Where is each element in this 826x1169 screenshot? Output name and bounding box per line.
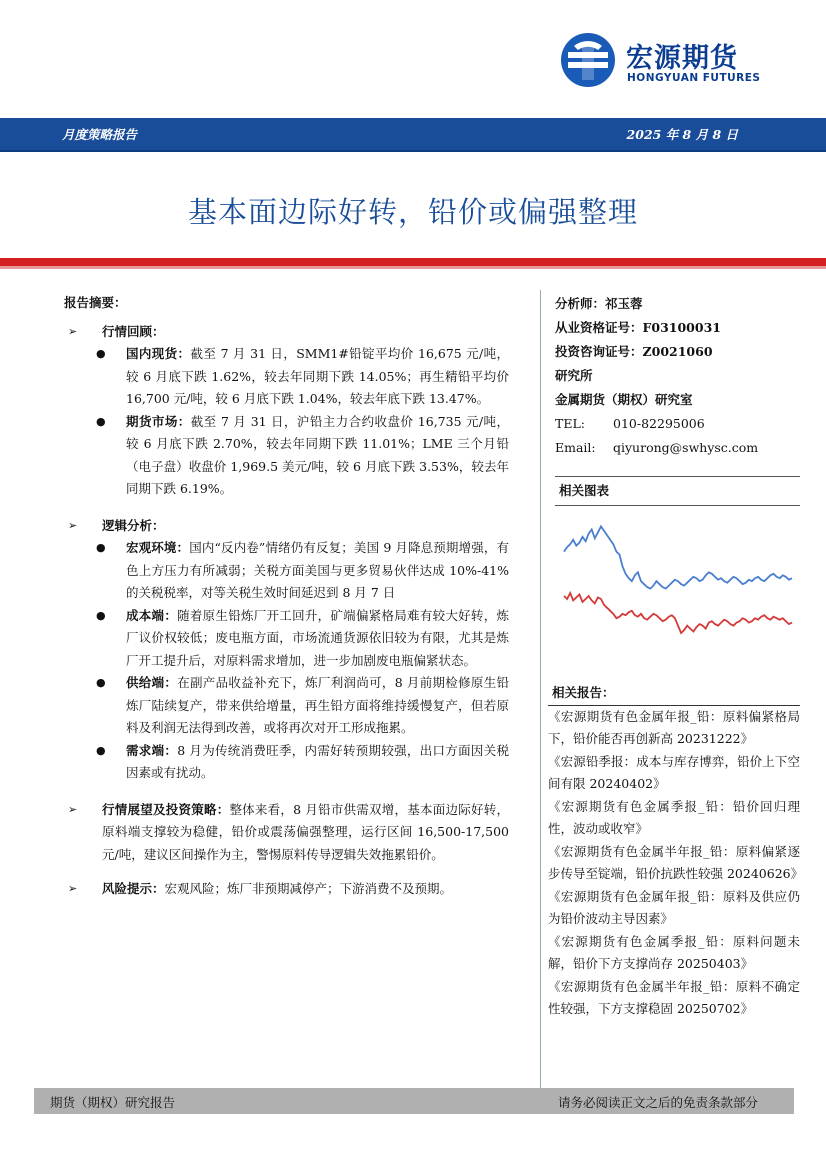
dot-bullet-icon: ● (96, 676, 106, 689)
summary-column (64, 292, 509, 901)
section-risk (64, 878, 509, 901)
report-type: 月度策略报告 (62, 127, 138, 142)
cert-label: 从业资格证号： (555, 320, 643, 335)
dot-bullet-icon: ● (96, 414, 106, 428)
footer-left: 期货（期权）研究报告 (50, 1095, 176, 1110)
footer-bar (34, 1088, 794, 1114)
company-logo (560, 30, 760, 90)
arrow-bullet-icon: ➢ (68, 802, 78, 816)
report-date: 2025 年 8 月 8 日 (626, 127, 738, 142)
email-value[interactable]: qiyurong@swhysc.com (613, 440, 759, 455)
related-reports (548, 682, 804, 1021)
list-item (64, 740, 509, 785)
related-report-link[interactable]: 《宏源铅季报：成本与库存博弈，铅价上下空间有限 20240402》 (548, 753, 800, 791)
dot-bullet-icon: ● (96, 541, 106, 554)
logo-name-en: HONGYUAN FUTURES (627, 72, 761, 84)
series-line-1 (564, 593, 792, 633)
logo-name-cn: 宏源期货 (626, 43, 738, 74)
list-item (64, 672, 509, 740)
item-label: 成本端： (126, 607, 178, 623)
series-line-0 (564, 526, 792, 588)
arrow-bullet-icon: ➢ (68, 518, 78, 532)
analyst-info (555, 292, 800, 506)
header-bar (0, 118, 826, 152)
section-title: 风险提示： (102, 881, 165, 896)
arrow-bullet-icon: ➢ (68, 324, 78, 338)
related-report-link[interactable]: 《宏源期货有色金属季报_铅：原料问题未解，铅价下方支撑尚存 20250403》 (548, 933, 800, 971)
item-label: 需求端： (126, 742, 178, 758)
title-divider-light (0, 266, 826, 269)
section-logic (64, 515, 509, 538)
list-item (64, 537, 509, 605)
related-reports-title: 相关报告： (548, 682, 800, 706)
dot-bullet-icon: ● (96, 347, 106, 360)
list-item (64, 343, 509, 411)
section-review (64, 321, 509, 344)
item-text: 在副产品收益补充下，炼厂利润尚可，8 月前期检修原生铅炼厂陆续复产，带来供给增量，再生铅方面将维持缓慢复产，但若原料及利润无法得到改善，或将再次对开工形成拖累。 (126, 675, 509, 735)
dot-bullet-icon: ● (96, 743, 106, 757)
list-item (64, 605, 509, 673)
related-report-link[interactable]: 《宏源期货有色金属季报_铅：铅价回归理性，波动或收窄》 (548, 798, 800, 836)
arrow-bullet-icon: ➢ (68, 882, 78, 895)
dot-bullet-icon: ● (96, 608, 106, 622)
item-label: 宏观环境： (126, 540, 190, 555)
section-outlook (64, 799, 509, 867)
item-label: 期货市场： (126, 413, 191, 429)
summary-heading: 报告摘要： (64, 295, 127, 310)
analyst-name: 祁玉蓉 (605, 296, 643, 311)
column-divider (540, 290, 541, 1090)
item-label: 供给端： (126, 675, 178, 690)
consult-label: 投资咨询证号： (555, 344, 643, 359)
page-title: 基本面边际好转，铅价或偏强整理 (187, 195, 638, 229)
item-text: 随着原生铅炼厂开工回升，矿端偏紧格局难有较大好转，炼厂议价权较低；废电瓶方面，市场流通货源依旧较为有限，尤其是炼厂开工提升后，对原料需求增加，进一步加剧废电瓶偏紧状态。 (126, 607, 509, 668)
analyst-label: 分析师： (555, 296, 606, 311)
risk-text: 宏观风险；炼厂非预期减停产；下游消费不及预期。 (164, 881, 453, 896)
section-title: 行情展望及投资策略： (102, 801, 230, 817)
institute-label: 研究所 (555, 368, 593, 383)
item-label: 国内现货： (126, 346, 191, 361)
section-title: 逻辑分析： (102, 517, 165, 533)
section-title: 行情回顾： (102, 323, 165, 339)
item-text: 截至 7 月 31 日，SMM1#铅锭平均价 16,675 元/吨，较 6 月底下跌 1.62%，较去年同期下跌 14.05%；再生精铅平均价 16,700 元/吨，较 6 月底下跌 1.04%，较去年底下跌 13.47%。 (126, 346, 509, 406)
related-report-link[interactable]: 《宏源期货有色金属半年报_铅：原料偏紧逐步传导至锭端，铅价抗跌性较强 20240626》 (548, 843, 804, 881)
footer-right: 请务必阅读正文之后的免责条款部分 (557, 1095, 758, 1110)
item-text: 8 月为传统消费旺季，内需好转预期较强，出口方面因关税因素或有扰动。 (126, 742, 509, 780)
logo-icon (560, 32, 616, 88)
institute-name: 金属期货（期权）研究室 (555, 392, 693, 407)
tel-value: 010-82295006 (613, 416, 705, 431)
outlook-text: 整体来看，8 月铅市供需双增，基本面边际好转，原料端支撑较为稳健，铅价或震荡偏强整理，运行区间 16,500-17,500 元/吨，建议区间操作为主，警惕原料传导逻辑失效拖累铅价。 (102, 801, 509, 862)
item-text: 截至 7 月 31 日，沪铅主力合约收盘价 16,735 元/吨，较 6 月底下跌 2.70%，较去年同期下跌 11.01%；LME 三个月铅（电子盘）收盘价 1,969.5 美元/吨，较 6 月底下跌 3.53%，较去年同期下跌 6.19%。 (126, 413, 509, 496)
chart-section-title: 相关图表 (555, 476, 800, 506)
related-report-link[interactable]: 《宏源期货有色金属半年报_铅：原料不确定性较强，下方支撑稳固 20250702》 (548, 978, 800, 1016)
email-label: Email: (555, 440, 596, 455)
list-item (64, 411, 509, 501)
related-report-link[interactable]: 《宏源期货有色金属年报_铅：原料及供应仍为铅价波动主导因素》 (548, 888, 800, 926)
title-divider (0, 258, 826, 266)
consult-number: Z0021060 (642, 344, 713, 359)
related-chart (548, 516, 798, 676)
item-text: 国内“反内卷”情绪仍有反复；美国 9 月降息预期增强，有色上方压力有所减弱；关税方面美国与更多贸易伙伴达成 10%-41%的关税税率，对等关税生效时间延迟到 8 月 7 日 (126, 540, 509, 600)
tel-label: TEL: (555, 416, 585, 431)
cert-number: F03100031 (642, 320, 721, 335)
related-report-link[interactable]: 《宏源期货有色金属年报_铅：原料偏紧格局下，铅价能否再创新高 20231222》 (548, 708, 800, 746)
